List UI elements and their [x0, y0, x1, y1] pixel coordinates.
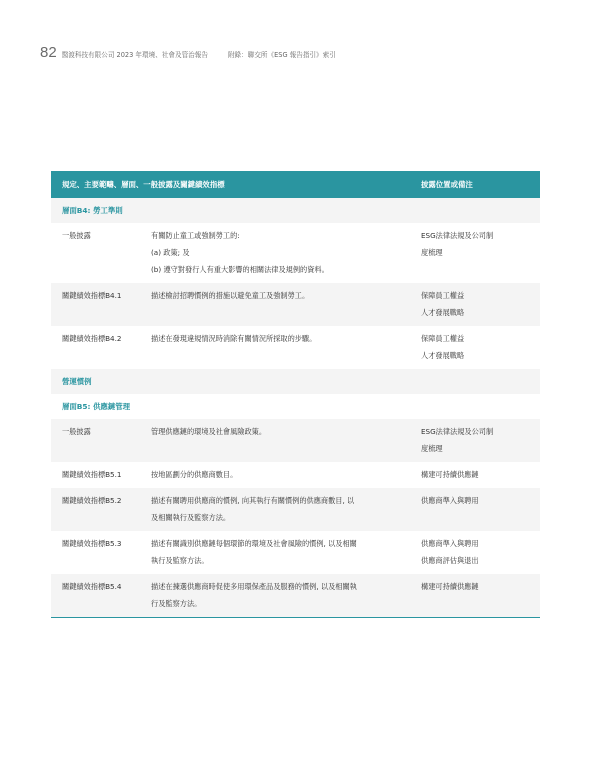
- table-row: [51, 419, 540, 462]
- table-body: [51, 198, 540, 617]
- section-label: 層面B4: 勞工準則: [62, 206, 123, 215]
- table-row: [51, 223, 540, 283]
- location-line: 度梳理: [421, 248, 443, 257]
- description-line: 管理供應鏈的環境及社會風險政策。: [151, 427, 267, 436]
- location-cell: [418, 330, 540, 364]
- description-line: 描述在揀選供應商時促使多用環保產品及服務的慣例, 以及相關執: [151, 582, 357, 591]
- location-line: 構建可持續供應鏈: [421, 470, 479, 479]
- indicator-cell: 關鍵績效指標B5.4: [62, 582, 122, 591]
- indicator-cell: 關鍵績效指標B5.1: [62, 470, 122, 479]
- appendix-title: 附錄：聯交所《ESG 報告指引》索引: [227, 51, 336, 59]
- indicator-cell: 關鍵績效指標B5.3: [62, 539, 122, 548]
- description-cell: [151, 578, 418, 612]
- description-cell: [151, 466, 418, 483]
- section-row: [51, 394, 540, 419]
- location-cell: [418, 287, 540, 321]
- description-line: 描述在發現違規情況時消除有關情況所採取的步驟。: [151, 334, 317, 343]
- location-line: 供應商評估與退出: [421, 556, 479, 565]
- section-row: [51, 198, 540, 223]
- description-cell: [151, 330, 418, 364]
- description-cell: [151, 423, 418, 457]
- table-row: [51, 574, 540, 617]
- location-line: ESG法律法規及公司制: [421, 427, 494, 436]
- section-label: 層面B5: 供應鏈管理: [62, 402, 131, 411]
- description-cell: [151, 492, 418, 526]
- table-row: [51, 531, 540, 574]
- page-number: 82: [40, 44, 57, 61]
- description-line: (b) 遵守對發行人有重大影響的相關法律及規例的資料。: [151, 265, 329, 274]
- description-line: 行及監察方法。: [151, 599, 202, 608]
- description-cell: [151, 287, 418, 321]
- description-cell: [151, 227, 418, 278]
- location-line: 保障員工權益: [421, 334, 465, 343]
- location-line: 人才發展戰略: [421, 351, 465, 360]
- location-line: ESG法律法規及公司制: [421, 231, 494, 240]
- table-header: [51, 171, 540, 198]
- table-row: [51, 283, 540, 326]
- location-cell: [418, 578, 540, 612]
- description-line: 描述有關識別供應鏈每個環節的環境及社會風險的慣例, 以及相關: [151, 539, 357, 548]
- table-row: [51, 462, 540, 488]
- esg-index-table: [51, 171, 540, 618]
- location-cell: [418, 535, 540, 569]
- column-header-location: 披露位置或備注: [421, 180, 473, 189]
- location-cell: [418, 492, 540, 526]
- location-cell: [418, 423, 540, 457]
- table-row: [51, 326, 540, 369]
- description-line: 及相關執行及監察方法。: [151, 513, 231, 522]
- section-row: [51, 369, 540, 394]
- table-bottom-rule: [51, 617, 540, 618]
- report-title: 醫渡科技有限公司 2023 年環境、社會及管治報告: [61, 51, 208, 59]
- location-line: 度梳理: [421, 444, 443, 453]
- location-cell: [418, 466, 540, 483]
- description-line: 按地區劃分的供應商數目。: [151, 470, 238, 479]
- page-header: [40, 44, 336, 61]
- column-header-requirement: 規定、主要範疇、層面、一般披露及關鍵績效指標: [62, 180, 225, 189]
- indicator-cell: 一般披露: [62, 427, 91, 436]
- description-line: 描述檢討招聘慣例的措施以避免童工及強制勞工。: [151, 291, 310, 300]
- location-line: 供應商準入與聘用: [421, 539, 479, 548]
- description-line: 有關防止童工或強制勞工的:: [151, 231, 240, 240]
- location-line: 構建可持續供應鏈: [421, 582, 479, 591]
- location-cell: [418, 227, 540, 278]
- location-line: 供應商準入與聘用: [421, 496, 479, 505]
- location-line: 保障員工權益: [421, 291, 465, 300]
- section-label: 營運慣例: [62, 377, 92, 386]
- description-line: 描述有關聘用供應商的慣例, 向其執行有關慣例的供應商數目, 以: [151, 496, 355, 505]
- description-line: 執行及監察方法。: [151, 556, 209, 565]
- indicator-cell: 關鍵績效指標B5.2: [62, 496, 122, 505]
- location-line: 人才發展戰略: [421, 308, 465, 317]
- description-line: (a) 政策; 及: [151, 248, 190, 257]
- indicator-cell: 關鍵績效指標B4.2: [62, 334, 122, 343]
- indicator-cell: 一般披露: [62, 231, 91, 240]
- table-row: [51, 488, 540, 531]
- indicator-cell: 關鍵績效指標B4.1: [62, 291, 122, 300]
- description-cell: [151, 535, 418, 569]
